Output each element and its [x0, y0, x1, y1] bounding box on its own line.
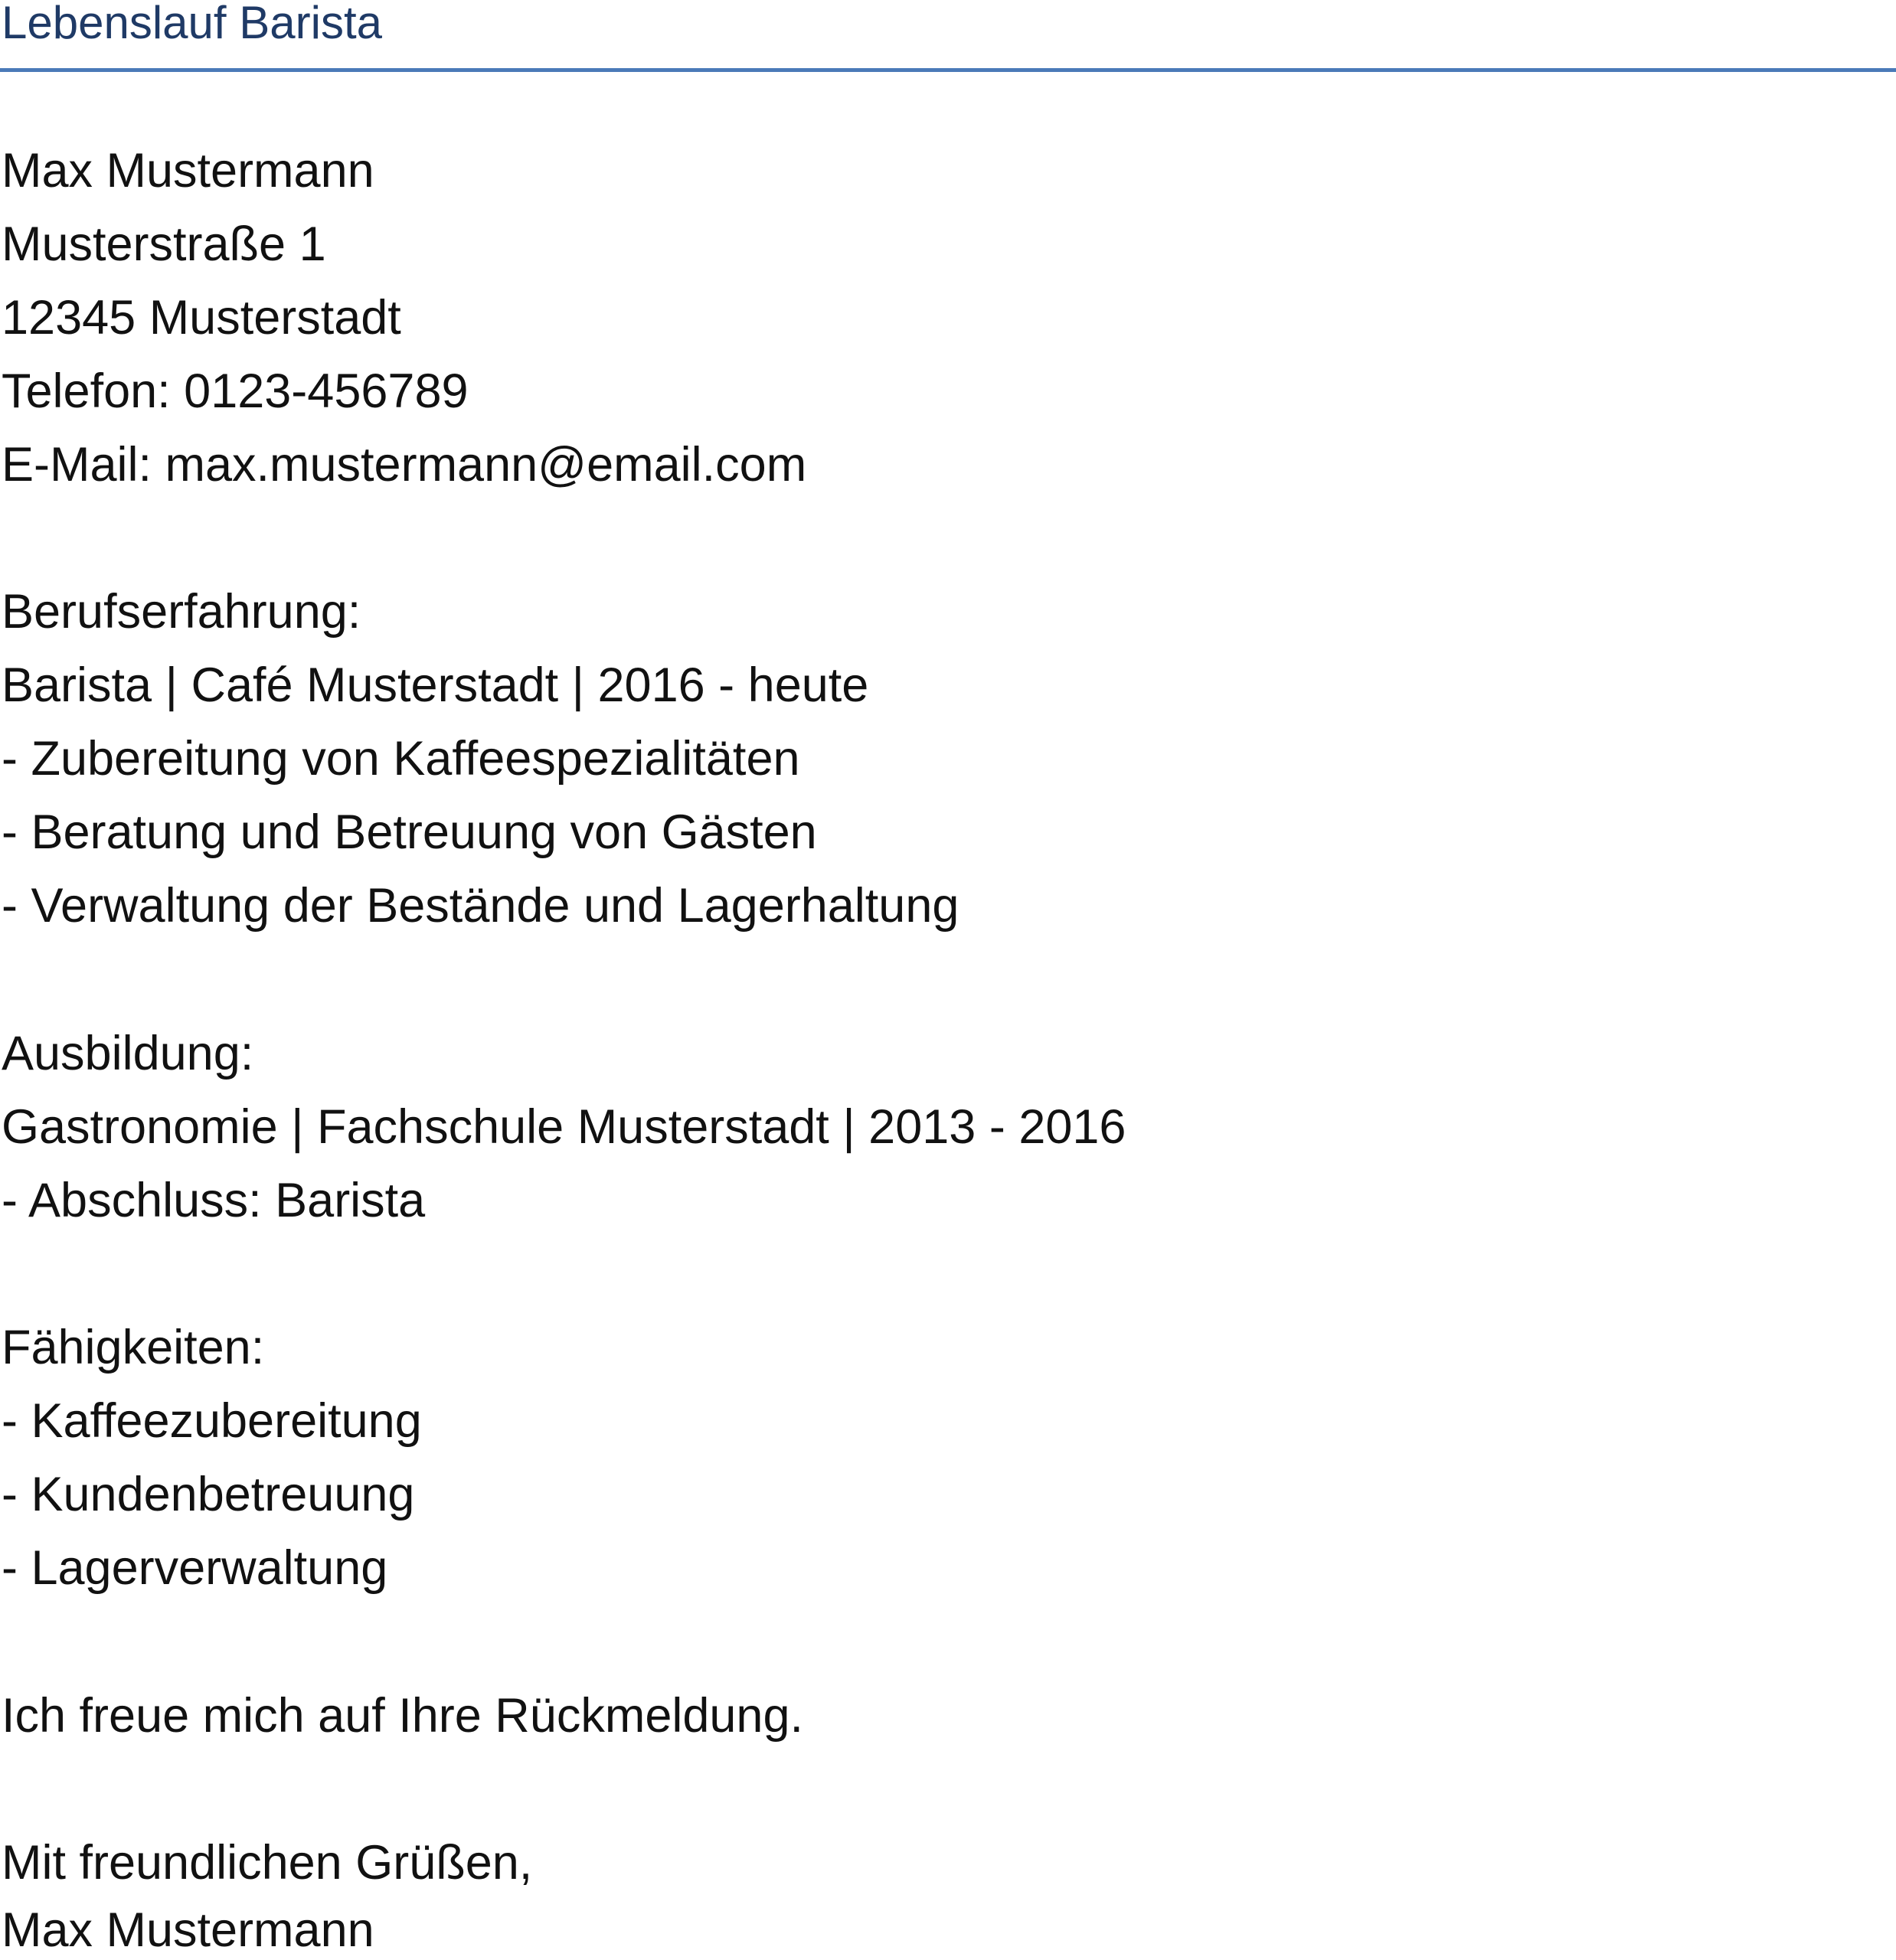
skills-item: - Lagerverwaltung — [2, 1541, 388, 1595]
contact-city: 12345 Musterstadt — [2, 291, 401, 345]
contact-email: E-Mail: max.mustermann@email.com — [2, 438, 807, 492]
skills-item: - Kundenbetreuung — [2, 1468, 415, 1521]
skills-heading: Fähigkeiten: — [2, 1321, 265, 1374]
education-entry: Gastronomie | Fachschule Musterstadt | 2013 - 2016 — [2, 1100, 1126, 1154]
contact-name: Max Mustermann — [2, 144, 374, 198]
document-title: Lebenslauf Barista — [2, 0, 382, 48]
experience-entry: Barista | Café Musterstadt | 2016 - heute — [2, 658, 869, 712]
education-item: - Abschluss: Barista — [2, 1174, 426, 1227]
experience-heading: Berufserfahrung: — [2, 585, 361, 639]
experience-item: - Verwaltung der Bestände und Lagerhaltung — [2, 879, 959, 933]
salutation: Mit freundlichen Grüßen, — [2, 1836, 533, 1890]
signature-name: Max Mustermann — [2, 1903, 374, 1957]
title-divider — [0, 68, 1896, 72]
experience-item: - Zubereitung von Kaffeespezialitäten — [2, 732, 800, 786]
skills-item: - Kaffeezubereitung — [2, 1394, 422, 1448]
closing-line: Ich freue mich auf Ihre Rückmeldung. — [2, 1689, 804, 1743]
education-heading: Ausbildung: — [2, 1027, 254, 1080]
experience-item: - Beratung und Betreuung von Gästen — [2, 805, 817, 859]
contact-phone: Telefon: 0123-456789 — [2, 364, 469, 418]
contact-street: Musterstraße 1 — [2, 217, 326, 271]
